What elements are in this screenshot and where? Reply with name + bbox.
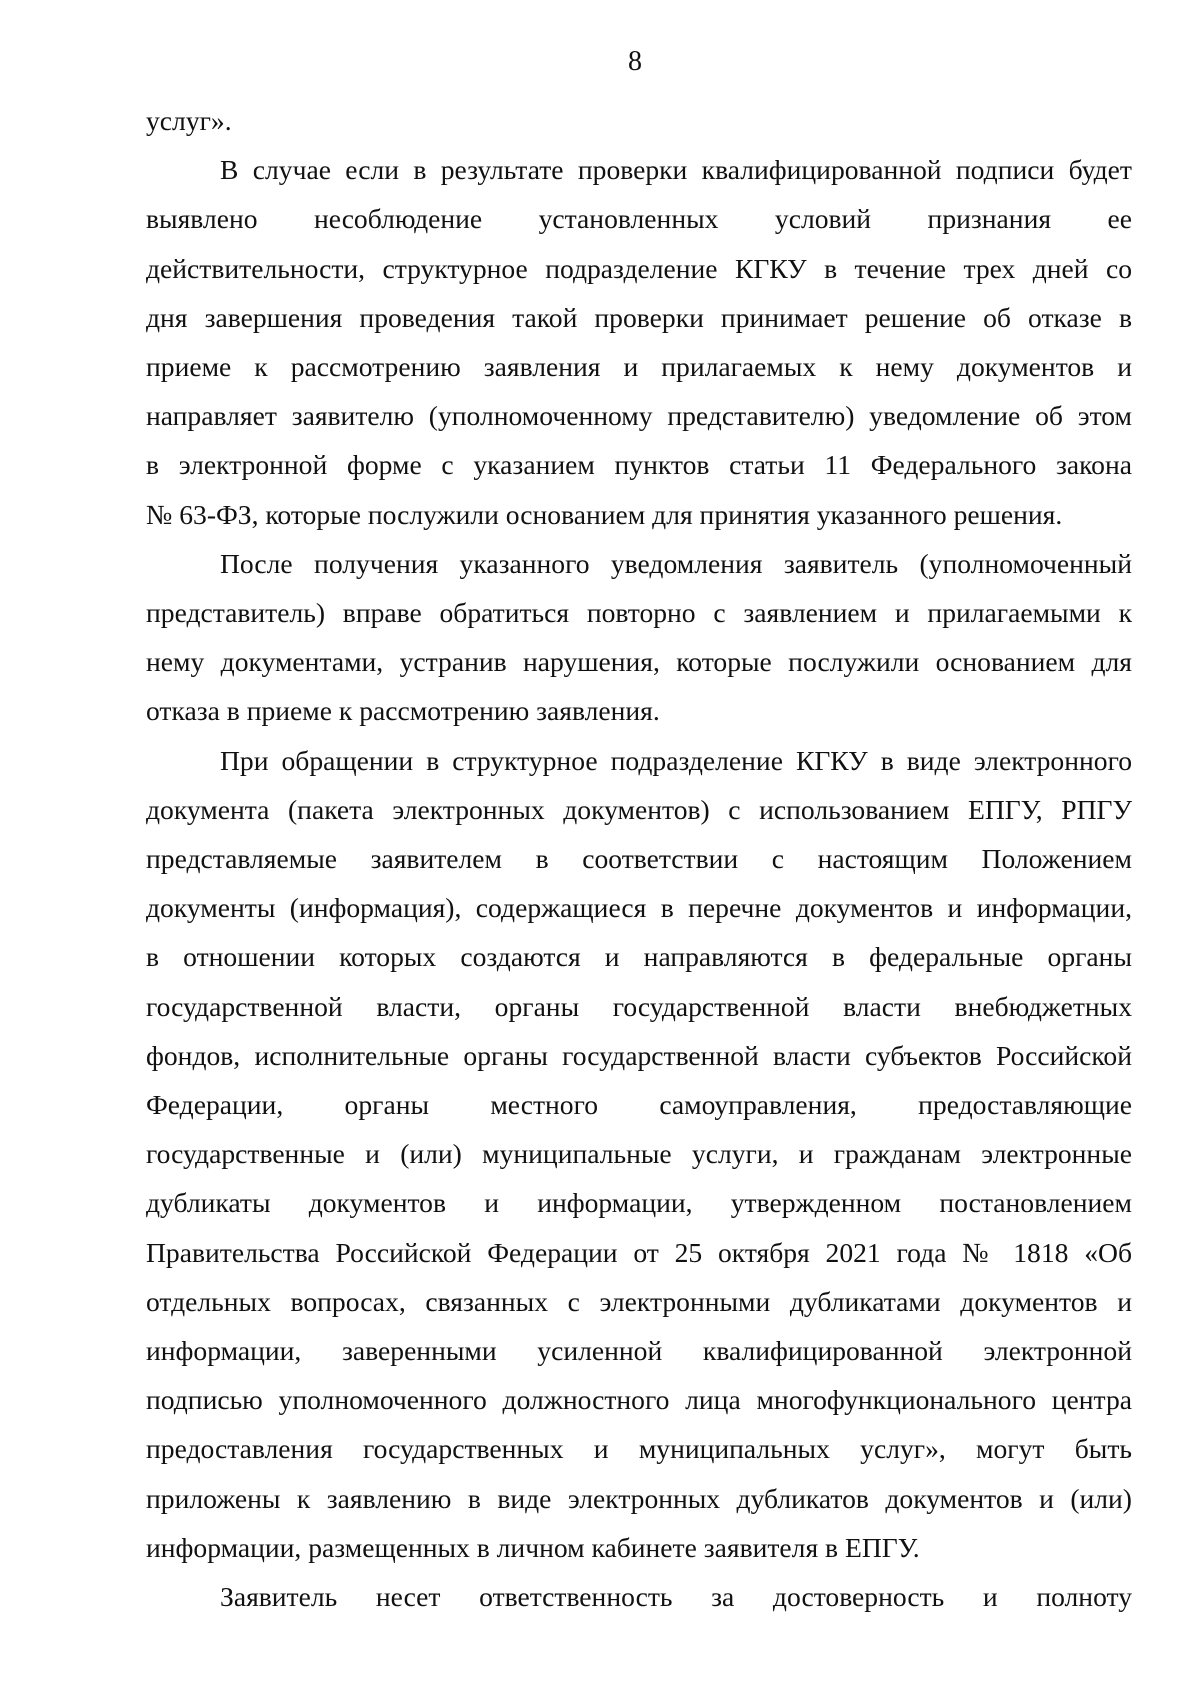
text-line: нему документами, устранив нарушения, которые послужили основанием для [146, 646, 1132, 678]
text-line: информации, заверенными усиленной квалифицированной электронной [146, 1335, 1132, 1367]
text-line: дубликаты документов и информации, утвержденном постановлением [146, 1187, 1132, 1219]
text-line: приеме к рассмотрению заявления и прилагаемых к нему документов и [146, 351, 1132, 383]
text-line: В случае если в результате проверки квалифицированной подписи будет [220, 154, 1132, 186]
text-line: приложены к заявлению в виде электронных дубликатов документов и (или) [146, 1482, 1132, 1514]
paragraph [146, 736, 1132, 1572]
text-line: документа (пакета электронных документов) с использованием ЕПГУ, РПГУ [146, 793, 1132, 825]
paragraph [146, 96, 1132, 145]
text-line: направляет заявителю (уполномоченному представителю) уведомление об этом [146, 400, 1132, 432]
text-line: информации, размещенных в личном кабинете заявителя в ЕПГУ. [146, 1531, 920, 1563]
text-line: представитель) вправе обратиться повторно с заявлением и прилагаемыми к [146, 597, 1132, 629]
text-line: дня завершения проведения такой проверки принимает решение об отказе в [146, 301, 1132, 333]
text-line: отказа в приеме к рассмотрению заявления. [146, 695, 660, 727]
text-line: подписью уполномоченного должностного лица многофункционального центра [146, 1384, 1132, 1416]
text-line: государственные и (или) муниципальные услуги, и гражданам электронные [146, 1138, 1132, 1170]
paragraph [146, 539, 1132, 736]
text-line: представляемые заявителем в соответствии с настоящим Положением [146, 843, 1132, 875]
text-line: услуг». [146, 105, 232, 136]
text-line: После получения указанного уведомления заявитель (уполномоченный [220, 547, 1132, 579]
text-line: в электронной форме с указанием пунктов статьи 11 Федерального закона [146, 449, 1132, 481]
text-line: Федерации, органы местного самоуправления, предоставляющие [146, 1089, 1132, 1121]
text-line: в отношении которых создаются и направляются в федеральные органы [146, 941, 1132, 973]
text-line: отдельных вопросах, связанных с электронными дубликатами документов и [146, 1285, 1132, 1317]
text-line: государственной власти, органы государственной власти внебюджетных [146, 990, 1132, 1022]
text-line: предоставления государственных и муниципальных услуг», могут быть [146, 1433, 1132, 1465]
text-line: выявлено несоблюдение установленных условий признания ее [146, 203, 1132, 235]
text-line: документы (информация), содержащиеся в перечне документов и информации, [146, 892, 1132, 924]
text-line: Правительства Российской Федерации от 25 октября 2021 года № 1818 «Об [146, 1236, 1132, 1268]
paragraph [146, 145, 1132, 539]
text-line: При обращении в структурное подразделение КГКУ в виде электронного [220, 744, 1132, 776]
document-body [146, 96, 1132, 1621]
text-line: Заявитель несет ответственность за достоверность и полноту [220, 1581, 1132, 1613]
paragraph [146, 1572, 1132, 1621]
text-line: действительности, структурное подразделение КГКУ в течение трех дней со [146, 252, 1132, 284]
page-number: 8 [628, 46, 642, 77]
text-line: фондов, исполнительные органы государственной власти субъектов Российской [146, 1039, 1132, 1071]
text-line: № 63-ФЗ, которые послужили основанием для принятия указанного решения. [146, 498, 1063, 530]
